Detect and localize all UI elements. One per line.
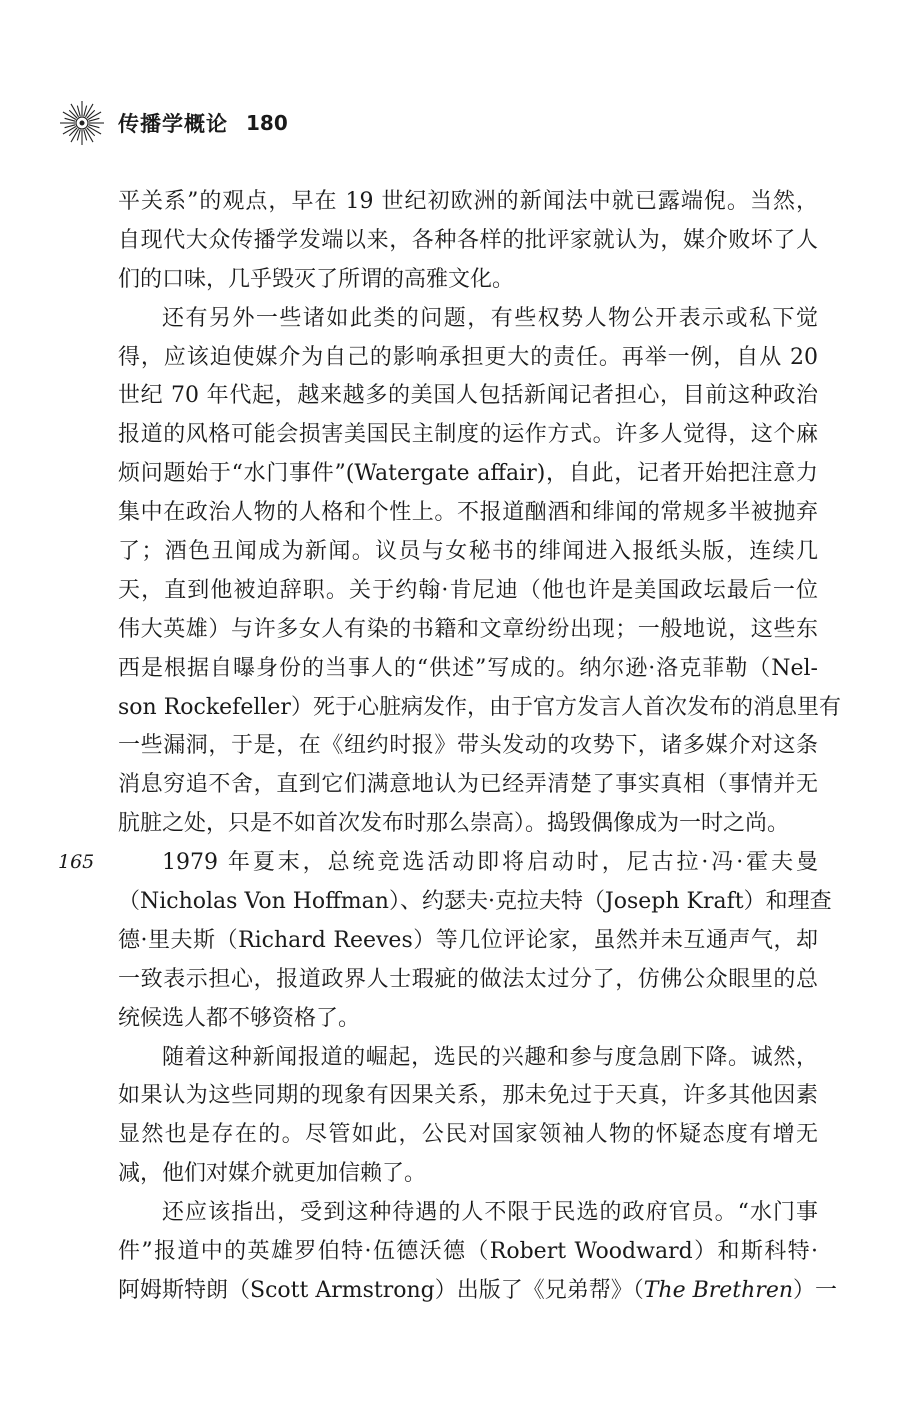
text-line-content: 世纪 70 年代起，越来越多的美国人包括新闻记者担心，目前这种政治 (118, 383, 818, 409)
text-line (118, 377, 818, 416)
text-line (118, 494, 818, 533)
text-line-content: 随着这种新闻报道的崛起，选民的兴趣和参与度急剧下降。诚然， (162, 1044, 818, 1070)
text-line-content: 西是根据自曝身份的当事人的“供述”写成的。纳尔逊·洛克菲勒（Nel- (118, 655, 818, 681)
text-line-content: 得，应该迫使媒介为自己的影响承担更大的责任。再举一例，自从 20 (118, 344, 818, 370)
text-line (118, 961, 818, 1000)
text-line (118, 611, 818, 650)
text-line (118, 533, 818, 572)
text-line-content: 显然也是存在的。尽管如此，公民对国家领袖人物的怀疑态度有增无 (118, 1122, 818, 1148)
text-line-content: 减，他们对媒介就更加信赖了。 (118, 1161, 427, 1187)
text-line-content: 报道的风格可能会损害美国民主制度的运作方式。许多人觉得，这个麻 (118, 422, 818, 448)
text-line (118, 300, 818, 339)
text-line (118, 650, 818, 689)
text-line-content: son Rockefeller）死于心脏病发作，由于官方发言人首次发布的消息里有 (118, 694, 841, 720)
text-line-content: 一些漏洞，于是，在《纽约时报》带头发动的攻势下，诸多媒介对这条 (118, 733, 818, 759)
text-line (118, 416, 818, 455)
text-line-content: 还有另外一些诸如此类的问题，有些权势人物公开表示或私下觉 (162, 305, 818, 331)
text-line-content: （Nicholas Von Hoffman）、约瑟夫·克拉夫特（Joseph Kraft）和理查 (118, 889, 832, 915)
page-number: 180 (246, 111, 288, 135)
text-line-content: 集中在政治人物的人格和个性上。不报道酗酒和绯闻的常规多半被抛弃 (118, 500, 818, 526)
body-text (118, 183, 841, 1311)
margin-page-reference: 165 (58, 851, 95, 873)
text-line-content: 天，直到他被迫辞职。关于约翰·肯尼迪（他也许是美国政坛最后一位 (118, 577, 818, 603)
text-line-content: 了；酒色丑闻成为新闻。议员与女秘书的绯闻进入报纸头版，连续几 (118, 539, 818, 565)
page-header (58, 98, 288, 148)
text-line-content: 件”报道中的英雄罗伯特·伍德沃德（Robert Woodward）和斯科特· (118, 1239, 818, 1265)
text-line-tail: ）一 (793, 1277, 838, 1303)
text-line (118, 1233, 818, 1272)
text-line-content: 伟大英雄）与许多女人有染的书籍和文章纷纷出现；一般地说，这些东 (118, 616, 818, 642)
text-line (118, 572, 818, 611)
text-line-content: 如果认为这些同期的现象有因果关系，那未免过于天真，许多其他因素 (118, 1083, 818, 1109)
text-line-content: 统候选人都不够资格了。 (118, 1005, 361, 1031)
text-line-content: 一致表示担心，报道政界人士瑕疵的做法太过分了，仿佛公众眼里的总 (118, 966, 818, 992)
text-line (118, 455, 818, 494)
text-line (118, 922, 818, 961)
text-line (118, 805, 818, 844)
text-line (118, 183, 818, 222)
sunburst-ornament-icon (58, 99, 106, 147)
text-line-content: 1979 年夏末，总统竞选活动即将启动时，尼古拉·冯·霍夫曼 (162, 850, 818, 876)
text-line (118, 1155, 818, 1194)
text-line (118, 1194, 818, 1233)
text-line (118, 1000, 818, 1039)
text-line-content: 烦问题始于“水门事件”(Watergate affair)，自此，记者开始把注意力 (118, 461, 818, 487)
text-line (118, 261, 818, 300)
text-line-content: 平关系”的观点，早在 19 世纪初欧洲的新闻法中就已露端倪。当然， (118, 189, 818, 214)
text-line-content: 肮脏之处，只是不如首次发布时那么崇高）。捣毁偶像成为一时之尚。 (118, 811, 790, 837)
book-title: 传播学概论 (118, 112, 228, 136)
text-line (118, 1272, 838, 1311)
text-line-content: 自现代大众传播学发端以来，各种各样的批评家就认为，媒介败坏了人 (118, 227, 818, 253)
text-line (118, 222, 818, 261)
text-line-content: 还应该指出，受到这种待遇的人不限于民选的政府官员。“水门事 (162, 1200, 818, 1226)
text-line (118, 727, 818, 766)
text-line-content: 消息穷追不舍，直到它们满意地认为已经弄清楚了事实真相（事情并无 (118, 772, 818, 798)
text-line (118, 883, 832, 922)
text-line (118, 766, 818, 805)
text-line (118, 689, 841, 728)
text-line-content: 阿姆斯特朗（Scott Armstrong）出版了《兄弟帮》（ (118, 1277, 644, 1303)
text-line (118, 1039, 818, 1078)
text-line-content: 们的口味，几乎毁灭了所谓的高雅文化。 (118, 266, 515, 292)
text-line (118, 1077, 818, 1116)
text-line-content: 德·里夫斯（Richard Reeves）等几位评论家，虽然并未互通声气，却 (118, 927, 818, 953)
text-line (118, 339, 818, 378)
text-line (118, 844, 818, 883)
text-line (118, 1116, 818, 1155)
book-title-italic: The Brethren (643, 1277, 794, 1303)
